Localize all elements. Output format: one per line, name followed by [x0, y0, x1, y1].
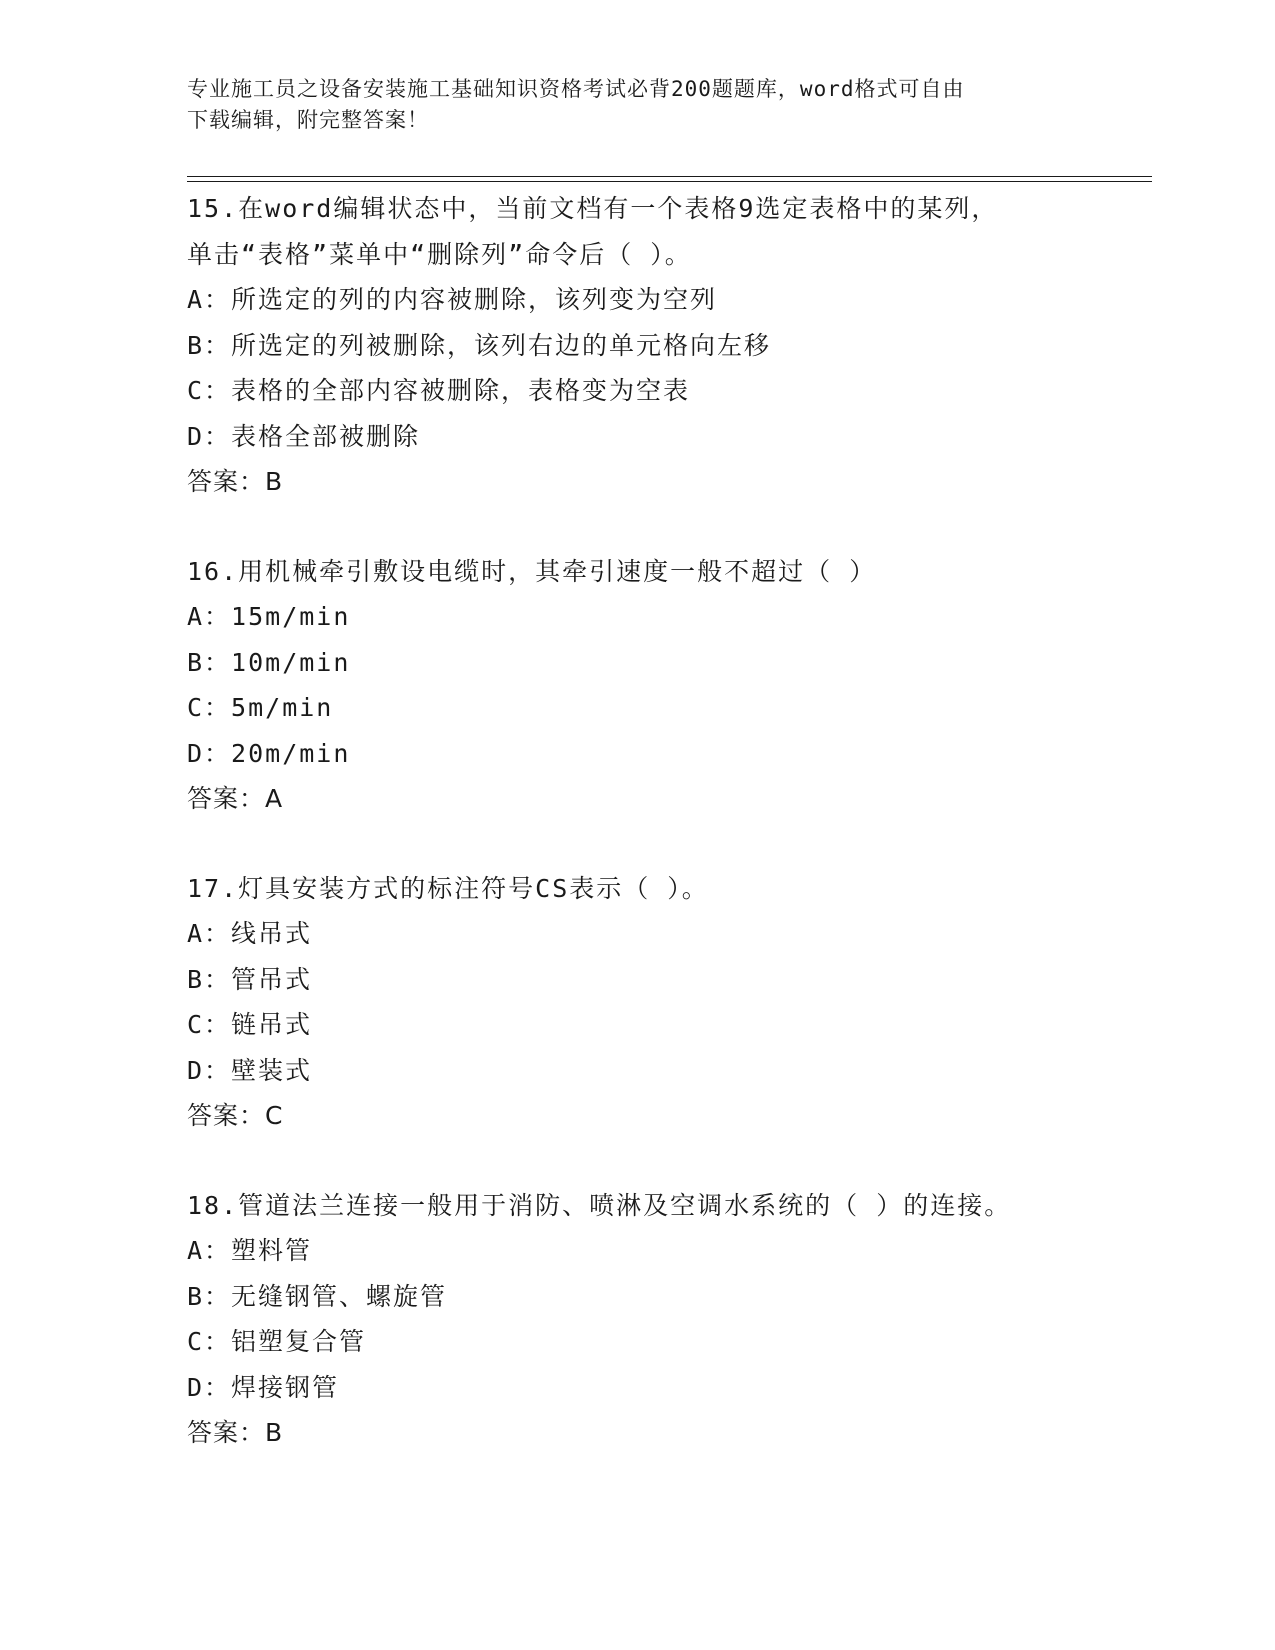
answer: 答案：B	[187, 1418, 284, 1447]
option-a: A：线吊式	[187, 919, 313, 948]
question-17	[187, 866, 1147, 1139]
question-text: 15.在word编辑状态中，当前文档有一个表格9选定表格中的某列，	[187, 194, 999, 223]
question-list	[187, 186, 1147, 1456]
question-spacer	[187, 505, 1147, 549]
question-18	[187, 1183, 1147, 1456]
question-spacer	[187, 1139, 1147, 1183]
question-text: 18.管道法兰连接一般用于消防、喷淋及空调水系统的（ ）的连接。	[187, 1190, 1012, 1220]
question-spacer	[187, 822, 1147, 866]
option-a: A：所选定的列的内容被删除，该列变为空列	[187, 285, 718, 314]
option-b: B：所选定的列被删除，该列右边的单元格向左移	[187, 330, 772, 360]
question-15	[187, 186, 1147, 505]
question-16	[187, 549, 1147, 822]
option-d: D：焊接钢管	[187, 1372, 340, 1402]
answer: 答案：C	[187, 1101, 284, 1130]
answer: 答案：A	[187, 784, 284, 813]
question-text: 单击“表格”菜单中“删除列”命令后（ ）。	[187, 239, 692, 269]
option-c: C：铝塑复合管	[187, 1327, 367, 1356]
option-c: C：表格的全部内容被删除，表格变为空表	[187, 376, 691, 405]
option-b: B：无缝钢管、螺旋管	[187, 1281, 448, 1311]
header-line-1: 专业施工员之设备安装施工基础知识资格考试必背200题题库，word格式可自由	[187, 77, 965, 101]
option-c: C：5m/min	[187, 693, 334, 722]
header-line-2: 下载编辑，附完整答案！	[187, 108, 429, 132]
option-d: D：表格全部被删除	[187, 421, 421, 451]
question-text: 16.用机械牵引敷设电缆时，其牵引速度一般不超过（ ）	[187, 556, 877, 586]
option-b: B：管吊式	[187, 964, 313, 994]
option-c: C：链吊式	[187, 1010, 313, 1039]
option-a: A：15m/min	[187, 602, 351, 631]
document-header	[187, 74, 1087, 136]
option-d: D：20m/min	[187, 738, 351, 768]
option-b: B：10m/min	[187, 647, 351, 677]
answer: 答案：B	[187, 467, 284, 496]
option-a: A：塑料管	[187, 1236, 313, 1265]
header-rule-bottom	[187, 181, 1152, 182]
header-rule-top	[187, 176, 1152, 177]
option-d: D：壁装式	[187, 1055, 313, 1085]
question-text: 17.灯具安装方式的标注符号CS表示（ ）。	[187, 873, 709, 903]
